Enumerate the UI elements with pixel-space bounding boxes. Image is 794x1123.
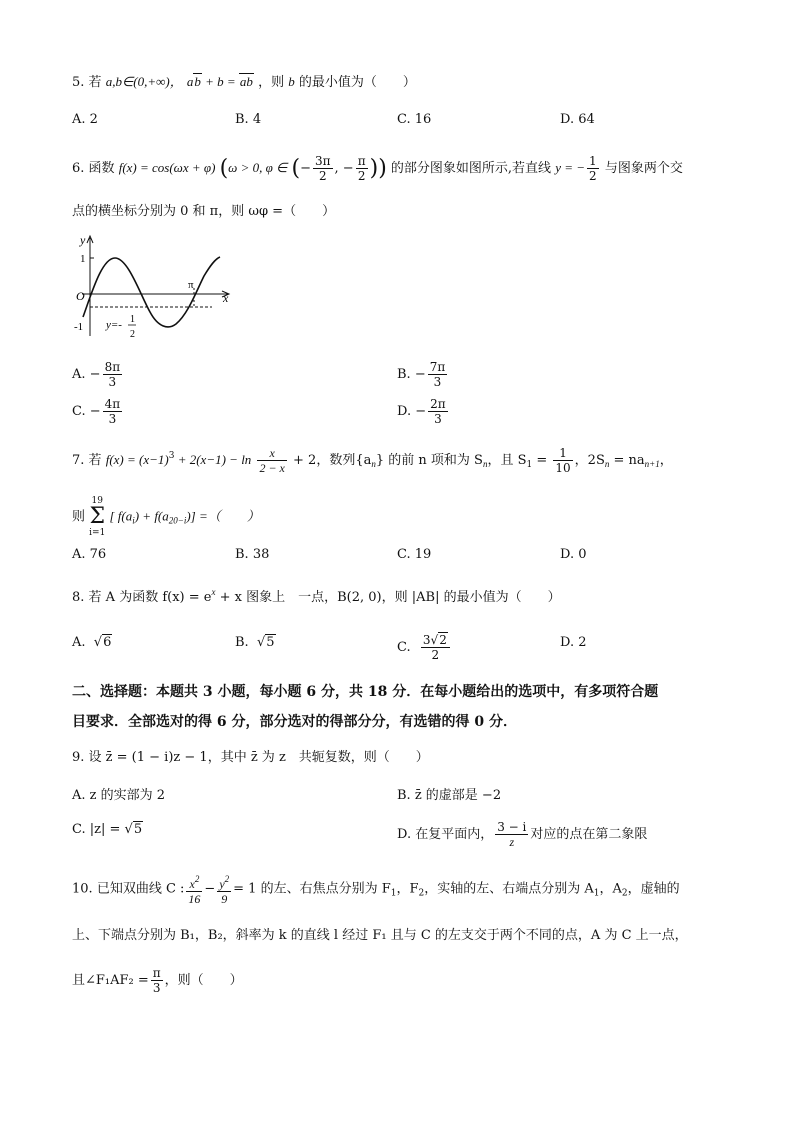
- q7-option-b[interactable]: B. 38: [235, 547, 270, 562]
- q10-line-2: 上、下端点分别为 B₁，B₂，斜率为 k 的直线 l 经过 F₁ 且与 C 的左支交于两个不同的点，A 为 C 上一点，: [72, 928, 688, 943]
- q6-option-b[interactable]: B. − $\frac{7\pi}{3}$: [397, 360, 446, 389]
- q6-origin-label: O: [76, 289, 85, 303]
- q5-option-b[interactable]: B. 4: [235, 112, 262, 127]
- q6-pi-label: π: [188, 279, 194, 291]
- q6-option-d[interactable]: D. − $\frac{2\pi}{3}$: [397, 397, 446, 426]
- q5-line: 5. 若 a,b∈(0,+∞)， ab + b = ab ，则 b 的最小值为（ ）: [72, 74, 416, 90]
- q9-option-d[interactable]: D. 在复平面内， $\frac{3 - i}{z}$ 对应的点在第二象限: [397, 820, 648, 849]
- q6-line-2: 点的横坐标分别为 0 和 π，则 ωφ =（ ）: [72, 204, 336, 219]
- q10-number: 10.: [72, 881, 93, 897]
- q6-line-1: 6. 函数 f(x) = cos(ωx + φ) (ω > 0, φ ∈ (− $\frac{3\pi}{2}$ , − $\frac{\pi}{2}$ )) 的部分图象如图所示,若直线 y = − $\frac{1}{2}$ 与图象两个交: [72, 154, 683, 183]
- q7-option-c[interactable]: C. 19: [397, 547, 432, 562]
- q6-y-label: y: [80, 233, 86, 247]
- section-2-line-1: 二、选择题：本题共 3 小题，每小题 6 分，共 18 分．在每小题给出的选项中，有多项符合题: [72, 684, 659, 700]
- q6-tick-m1-label: -1: [74, 321, 84, 333]
- q8-line: 8. 若 A 为函数 $f(x) = e^x + x$ 图象上 一点，B(2, 0)，则 |AB| 的最小值为（ ）: [72, 587, 561, 605]
- q9-number: 9.: [72, 750, 85, 765]
- q6-tick-1-label: 1: [80, 253, 86, 265]
- q6-line-label-den: 2: [130, 329, 135, 340]
- q6-graph: [70, 232, 240, 344]
- q10-line-1: 10. 已知双曲线 C : $\frac{x^2}{16}$ − $\frac{y^2}{9}$ = 1 的左、右焦点分别为 $F_1$，$F_2$，实轴的左、右端点分别为 $A_1$，$A_2$，虚轴的: [72, 874, 680, 906]
- q5-option-d[interactable]: D. 64: [560, 112, 595, 127]
- q7-option-a[interactable]: A. 76: [72, 547, 107, 562]
- q6-function: f(x) = cos(ωx + φ): [118, 160, 216, 175]
- q7-line-1: 7. 若 $f(x) = (x-1)^3 + 2(x-1) - \ln$ $\frac{x}{2 - x}$ + 2，数列$\{a_n\}$ 的前 n 项和为 $S_n$，且 $S_1$ = $\frac{1}{10}$ ，$2S_n = na_{n+1}$，: [72, 446, 673, 475]
- q5-condition: a,b∈(0,+∞)，: [105, 74, 183, 89]
- q9-option-b[interactable]: B. z̄ 的虚部是 −2: [397, 788, 502, 803]
- q8-option-a[interactable]: A. √6: [72, 635, 112, 650]
- q9-line: 9. 设 z̄ = (1 − i)z − 1，其中 z̄ 为 z 共轭复数，则（ ）: [72, 750, 429, 765]
- q9-option-c[interactable]: C. |z| = √5: [72, 822, 143, 837]
- q8-option-d[interactable]: D. 2: [560, 635, 587, 650]
- q8-number: 8.: [72, 590, 85, 605]
- q8-option-b[interactable]: B. √5: [235, 635, 275, 650]
- q6-cosine-curve: [83, 257, 220, 327]
- q8-option-c[interactable]: C. $\frac{3√2}{2}$: [397, 633, 452, 662]
- q6-option-a[interactable]: A. − $\frac{8\pi}{3}$: [72, 360, 121, 389]
- q5-number: 5.: [72, 75, 85, 90]
- q6-option-c[interactable]: C. − $\frac{4\pi}{3}$: [72, 397, 121, 426]
- section-2-line-2: 目要求．全部选对的得 6 分，部分选对的得部分分，有选错的得 0 分．: [72, 714, 517, 730]
- q7-number: 7.: [72, 453, 85, 468]
- q10-line-3: 且∠F₁AF₂ = $\frac{\pi}{3}$ ，则（ ）: [72, 966, 243, 995]
- q5-option-a[interactable]: A. 2: [72, 112, 98, 127]
- q7-line-2: 则 19 Σ i=1 [ $f(a_i) + f(a_{20-i})$] =（ ）: [72, 496, 260, 538]
- q6-x-label: x: [223, 291, 229, 305]
- q9-option-a[interactable]: A. z 的实部为 2: [72, 788, 166, 803]
- q6-line-label: y=-: [106, 319, 122, 331]
- q5-equation: ab + b = ab: [186, 74, 253, 89]
- q6-line-label-num: 1: [130, 314, 135, 325]
- q6-number: 6.: [72, 161, 85, 176]
- q5-option-c[interactable]: C. 16: [397, 112, 432, 127]
- q7-option-d[interactable]: D. 0: [560, 547, 587, 562]
